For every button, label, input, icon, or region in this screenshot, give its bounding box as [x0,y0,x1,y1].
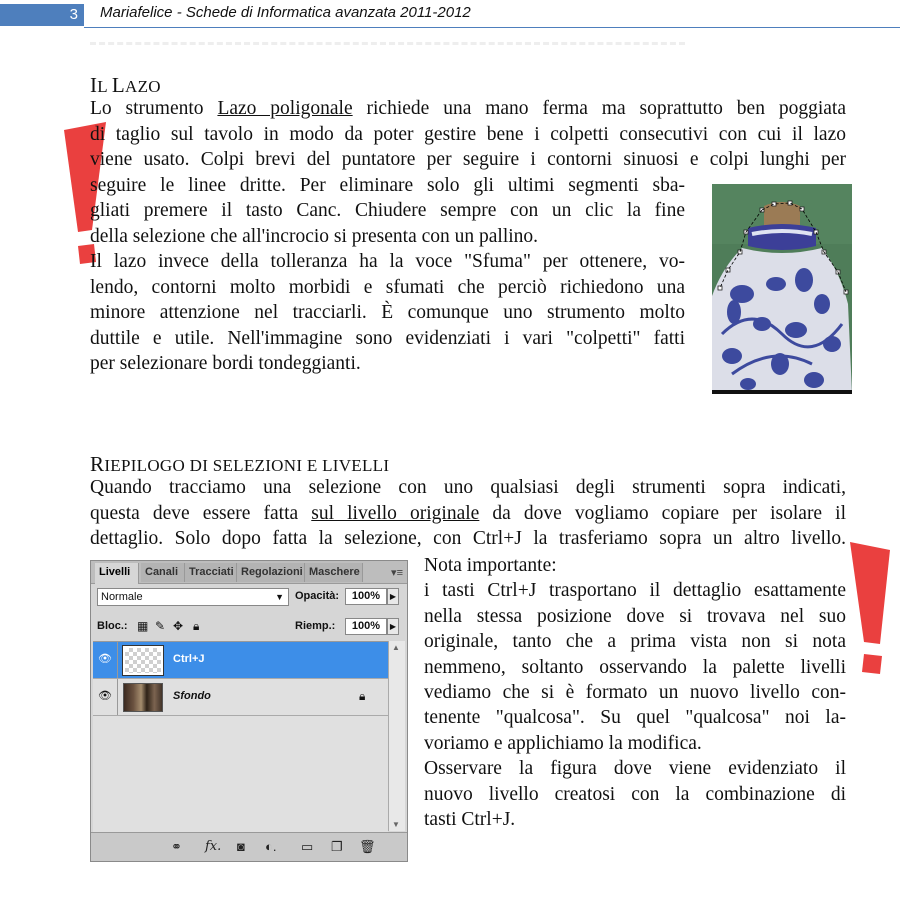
fill-label: Riemp.: [295,620,336,632]
exclamation-mark-icon [838,540,894,680]
text-line: gliati premere il tasto Canc. Chiudere sempre con un clic la fine [90,200,685,221]
layer-row-ctrl-j[interactable] [93,642,388,679]
layers-scrollbar[interactable] [388,641,405,831]
text-line: seguire le linee dritte. Per eliminare solo gli ultimi segmenti sba- [90,174,685,196]
text-line: della selezione che all'incrocio si presenta con un pallino. [90,225,539,247]
text-line: questa deve essere fatta sul livello originale da dove vogliamo copiare per isolare il [90,502,847,524]
lock-icon: 🔒︎ [359,689,366,703]
text-line: originale, tanto che a prima vista non si nota [424,631,846,653]
text-line: voriamo e applichiamo la modifica. [424,732,702,754]
panel-tabs [91,561,407,584]
blend-mode-select[interactable]: Normale ▼ [97,588,289,606]
text-line: Lo strumento Lazo poligonale richiede una mano ferma ma soprattutto ben poggiata [90,98,846,119]
text-line: duttile e utile. Nell'immagine sono evidenziati i vari "colpetti" fatti [90,327,685,349]
opacity-arrow-icon[interactable]: ▶ [387,588,399,605]
new-group-icon[interactable]: ▭ [301,839,314,854]
text-line: nemmeno, soltanto osservando la palette livelli [424,656,846,678]
dashed-divider [90,42,685,45]
layers-panel [90,560,408,862]
lock-position-icon[interactable]: ✥ [173,619,184,633]
text-line: dettaglio. Solo dopo fatta la selezione, con Ctrl+J la trasferiamo sopra un altro livello. [90,528,846,549]
text-line: i tasti Ctrl+J trasportano il dettaglio esattamente [424,580,846,602]
layer-row-sfondo[interactable] [93,679,388,716]
scroll-down-icon[interactable]: ▼ [392,820,400,829]
panel-footer [91,832,407,861]
text-line: Osservare la figura dove viene evidenziato il [424,758,846,780]
layer-name: Sfondo [173,690,211,702]
trash-icon[interactable]: 🗑︎ [359,839,376,854]
layers-list [93,641,388,832]
layer-name: Ctrl+J [173,653,205,665]
eye-icon[interactable]: 👁︎ [98,690,112,702]
header-rule [84,27,900,28]
lazo-paragraph-top [90,96,846,173]
text-line: minore attenzione nel tracciarli. È comunque uno strumento molto [90,302,685,323]
lock-paint-icon[interactable]: ✎ [155,619,166,633]
new-layer-icon[interactable]: ❐ [331,839,343,854]
add-mask-icon[interactable]: ◙ [237,839,245,854]
chevron-down-icon: ▼ [275,592,284,602]
lock-all-icon[interactable]: 🔒︎ [193,619,200,633]
scroll-up-icon[interactable]: ▲ [392,643,400,652]
adjustment-layer-icon[interactable]: ◐. [265,839,277,854]
text-line: vediamo che si è formato un nuovo livello con- [424,682,846,704]
text-line: Il lazo invece della tolleranza ha la voce "Sfuma" per ottenere, vo- [90,251,685,272]
underlined-term: sul livello originale [311,502,480,524]
tab-canali[interactable]: Canali [141,563,185,582]
panel-menu-icon[interactable]: ▾≡ [391,567,403,579]
document-title: Mariafelice - Schede di Informatica avanzata 2011-2012 [100,4,471,21]
fill-field[interactable]: 100% [345,618,387,635]
section-heading-riepilogo: RIEPILOGO DI SELEZIONI E LIVELLI [90,452,390,476]
page-number: 3 [0,4,84,26]
lazo-paragraph-wrap [90,173,685,377]
underlined-term: Lazo poligonale [217,98,353,119]
layer-thumbnail [123,646,163,675]
text-line: tenente "qualcosa". Su quel "qualcosa" noi la- [424,707,846,729]
text-line: lendo, contorni molto morbidi e sfumati che perciò richiedono una [90,276,685,298]
text-line: nuovo livello creatosi con la combinazione di [424,783,846,805]
lock-label: Bloc.: [97,620,128,632]
opacity-field[interactable]: 100% [345,588,387,605]
text-line: Nota importante: [424,555,557,576]
text-line: nella stessa posizione dove si trovava nel suo [424,605,846,627]
text-line: Quando tracciamo una selezione con uno qualsiasi degli strumenti sopra indicati, [90,477,846,498]
fx-icon[interactable]: fx. [205,839,222,854]
riepilogo-paragraph [90,475,846,552]
opacity-label: Opacità: [295,590,340,602]
tab-tracciati[interactable]: Tracciati [185,563,237,582]
layer-thumbnail [123,683,163,712]
tab-maschere[interactable]: Maschere [305,563,363,582]
tab-regolazioni[interactable]: Regolazioni [237,563,305,582]
section-heading-lazo: IL LAZO [90,73,161,97]
fill-arrow-icon[interactable]: ▶ [387,618,399,635]
page-header [0,0,900,30]
eye-icon[interactable]: 👁︎ [98,653,112,665]
lock-transparency-icon[interactable]: ▦ [137,619,149,633]
bottle-selection-image [712,184,852,394]
text-line: tasti Ctrl+J. [424,809,516,831]
nota-importante-paragraph [424,553,846,832]
text-line: viene usato. Colpi brevi del puntatore per seguire i contorni sinuosi e colpi lunghi per [90,149,846,170]
tab-livelli[interactable]: Livelli [95,563,139,584]
text-line: di taglio sul tavolo in modo da poter gestire bene i colpetti consecutivi con cui il lazo [90,123,846,145]
text-line: per selezionare bordi tondeggianti. [90,353,361,374]
link-layers-icon[interactable]: ⚭ [171,839,182,854]
